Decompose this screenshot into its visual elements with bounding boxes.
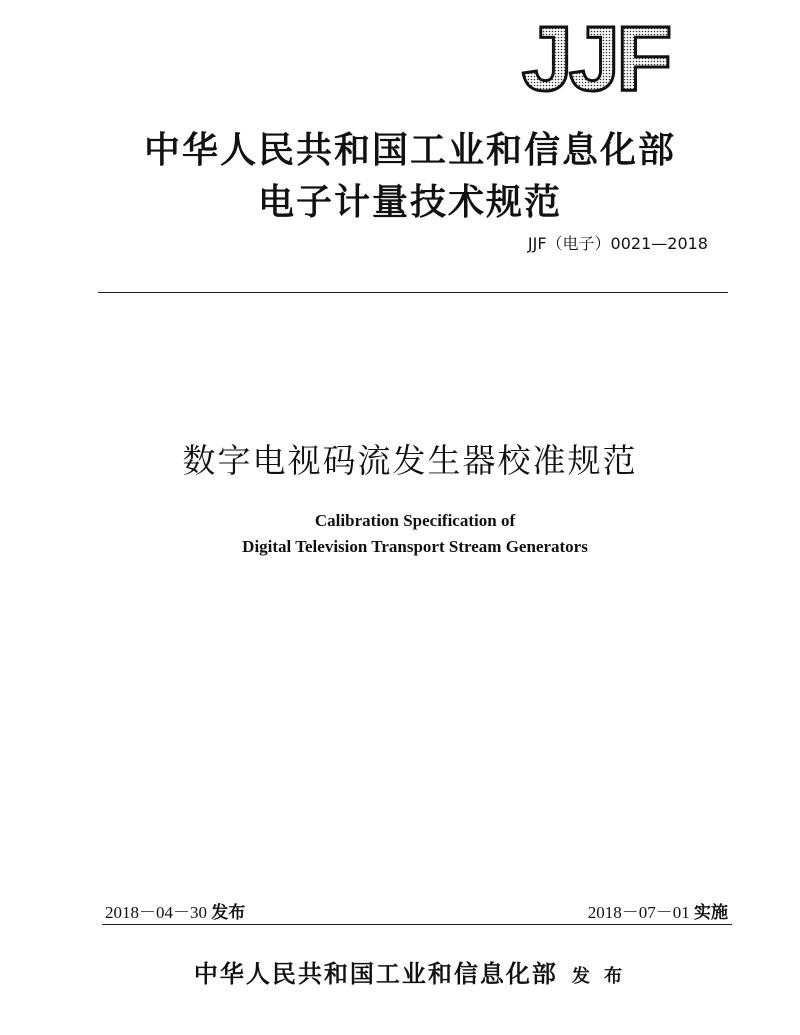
publisher-name: 中华人民共和国工业和信息化部 [193, 959, 558, 988]
bottom-divider [102, 924, 732, 925]
spec-code: JJF（电子）0021—2018 [527, 234, 708, 253]
effective-date-label: 实施 [694, 903, 728, 922]
issue-date-value: 2018－04－30 [105, 903, 207, 922]
ministry-title: 中华人民共和国工业和信息化部 [143, 129, 676, 171]
jjf-logo [500, 18, 690, 96]
series-title: 电子计量技术规范 [257, 181, 562, 223]
publish-label: 发 布 [571, 966, 627, 987]
chinese-title: 数字电视码流发生器校准规范 [182, 441, 638, 480]
publisher [100, 958, 720, 993]
issue-date-label: 发布 [211, 903, 246, 922]
logo-lettering: JJF [521, 18, 669, 96]
effective-date-value: 2018－07－01 [587, 903, 690, 922]
english-title-line-2: Digital Television Transport Stream Generators [242, 537, 588, 556]
effective-date [588, 902, 728, 924]
english-title-line-1: Calibration Specification of [314, 511, 516, 530]
top-divider [98, 292, 728, 293]
issue-date [105, 902, 245, 924]
english-title [100, 508, 730, 560]
